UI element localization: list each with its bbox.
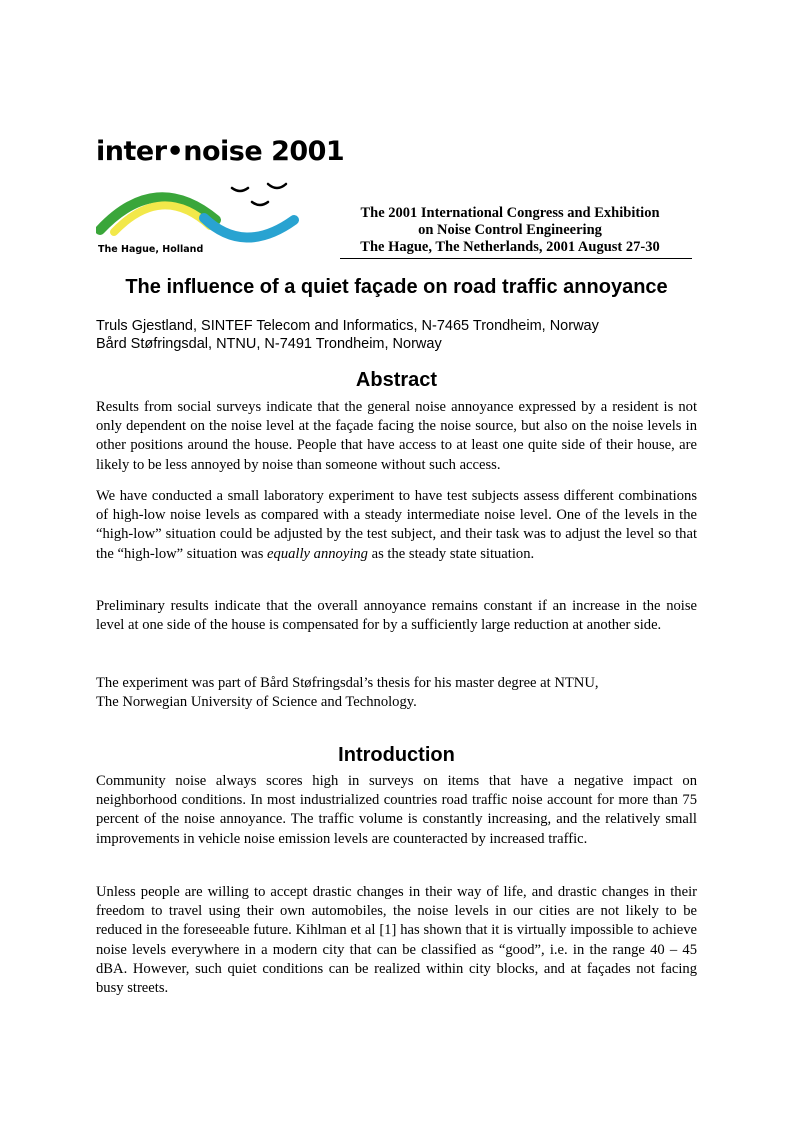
- abstract-paragraph-1: Results from social surveys indicate that the general noise annoyance expressed by a resident is not only dependent on the noise level at the façade facing the noise source, but also on the noise levels in other positions around the house. People that have access to at least one quite side of their house, are likely to be less annoyed by noise than someone without such access.: [96, 399, 697, 473]
- abstract-paragraph-3: Preliminary results indicate that the overall annoyance remains constant if an increase in the noise level at one side of the house is compensated for by a sufficiently large reduction at another side.: [96, 598, 697, 634]
- logo-smile-3: [252, 202, 268, 205]
- author-line-2: Bård Støfringsdal, NTNU, N-7491 Trondheim, Norway: [96, 336, 442, 352]
- logo-title: inter•noise 2001: [96, 136, 345, 167]
- logo-smile-2: [268, 184, 286, 188]
- logo-place: The Hague, Holland: [98, 244, 204, 255]
- introduction-paragraph-1: Community noise always scores high in surveys on items that have a negative impact on neighborhood conditions. In most industrialized countries road traffic noise account for more than 75 percent of the noise annoyance. The traffic volume is constantly increasing, and the relatively small improvements in vehicle noise emission levels are counteracted by increased traffic.: [96, 773, 697, 847]
- congress-line-2: on Noise Control Engineering: [418, 222, 602, 238]
- introduction-paragraph-2: Unless people are willing to accept drastic changes in their way of life, and drastic changes in their freedom to travel using their own automobiles, the noise levels in our cities are not likely to be reduced in the foreseeable future. Kihlman et al [1] has shown that it is virtually impossible to achieve noise levels everywhere in a modern city that can be classified as “good”, i.e. in the range 40 – 45 dBA. However, such quiet conditions can be realized within city blocks, and at façades not facing busy streets.: [96, 884, 697, 997]
- introduction-heading: Introduction: [338, 744, 455, 766]
- abstract-p2-text-start: We have conducted a small laboratory experiment to have test subjects assess different combinations of high-low noise levels as compared with a steady intermediate noise level. One of the levels in the “high-low” situation could be adjusted by the test subject, and their task was to adjust the level so that the “high-low” situation was: [96, 488, 697, 562]
- congress-line-1: The 2001 International Congress and Exhibition: [360, 205, 660, 221]
- abstract-paragraph-4: [96, 674, 697, 712]
- abstract-paragraph-2: [96, 487, 697, 564]
- abstract-p4-line-1: The experiment was part of Bård Støfringsdal’s thesis for his master degree at NTNU,: [96, 675, 599, 691]
- abstract-heading: Abstract: [355, 369, 438, 391]
- header-rule: [340, 258, 692, 259]
- author-list: [96, 317, 599, 353]
- conference-logo: [96, 136, 345, 264]
- paper-title: The influence of a quiet façade on road traffic annoyance: [125, 276, 668, 298]
- author-line-1: Truls Gjestland, SINTEF Telecom and Informatics, N-7465 Trondheim, Norway: [96, 318, 599, 334]
- logo-wave-graphic: [96, 174, 328, 246]
- congress-info: [330, 205, 690, 256]
- abstract-p4-line-2: The Norwegian University of Science and Technology.: [96, 694, 417, 711]
- abstract-p2-text-end: as the steady state situation.: [367, 545, 535, 562]
- abstract-p2-emphasis: equally annoying: [267, 545, 368, 562]
- congress-line-3: The Hague, The Netherlands, 2001 August 27-30: [360, 239, 660, 255]
- logo-smile-1: [232, 188, 248, 191]
